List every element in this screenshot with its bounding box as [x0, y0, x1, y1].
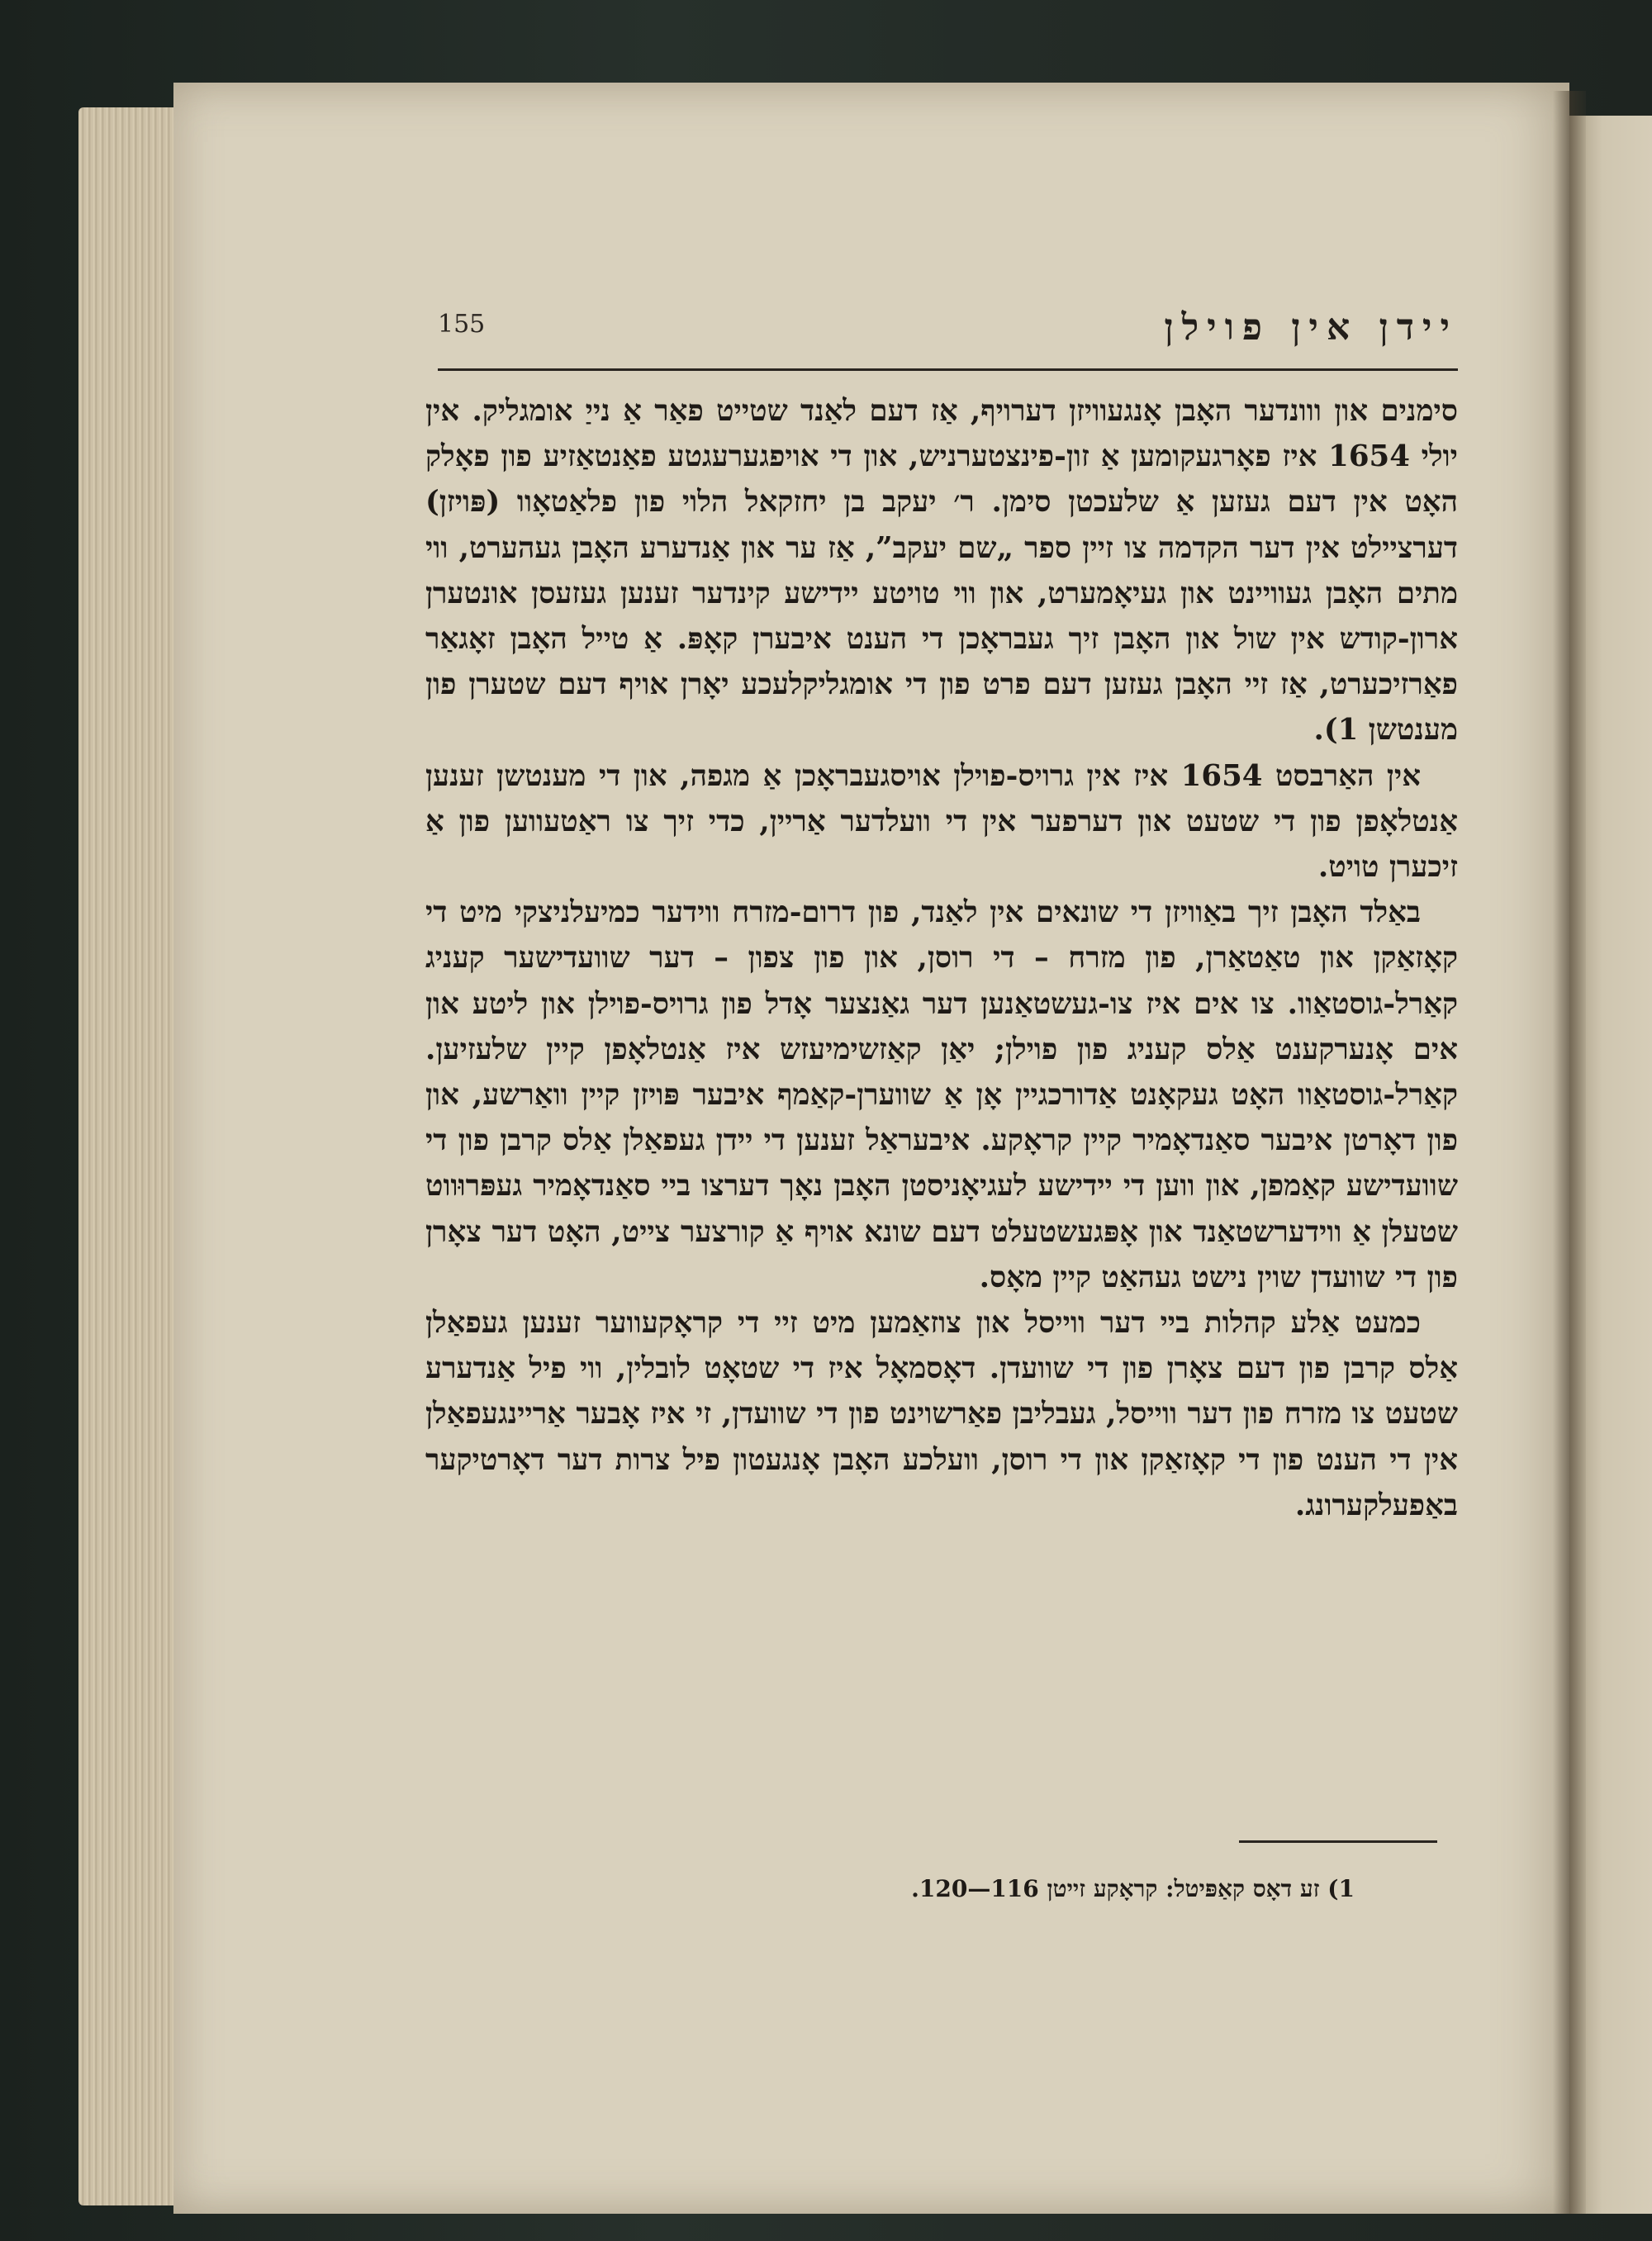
paragraph-1: סימנים און ווונדער האָבן אָנגעוויזן דערויף, אַז דעם לאַנד שטייט פאַר אַ נייַ אומגליק. אין יולי 1654 איז פאָרגעקומען אַ זון-פינצטערניש, און די אויפגערעגטע פאַנטאַזיע פון פאָלק האָט אין דעם געזען אַ שלעכטן סימן. ר׳ יעקב בן יחזקאל הלוי פון פלאַטאָוו (פּויזן) דערציילט אין דער הקדמה צו זיין ספר „שם יעקב”, אַז ער און אַנדערע האָבן געהערט, ווי מתים האָבן געוויינט און געיאָמערט, און ווי טויטע יידישע קינדער זענען געזעסן אונטערן ארון-קודש אין שול און האָבן זיך געבראָכן די הענט איבערן קאָפּ. אַ טייל האָבן זאָגאַר פאַרזיכערט, אַז זיי האָבן געזען דעם פרט פון די אומגליקלעכע יאָרן אויף דעם שטערן פון מענטשן 1). [425, 394, 1458, 748]
page-number: 155 [438, 310, 486, 339]
header-rule [438, 368, 1458, 371]
footnote-rule [1239, 1840, 1437, 1843]
body-text [425, 388, 1458, 1875]
paragraph-2: אין האַרבסט 1654 איז אין גרויס-פוילן אויסגעבראָכן אַ מגפה, און די מענטשן זענען אַנטלאָפן פון די שטעט און דערפער אין די וועלדער אַריין, כדי זיך צו ראַטעווען פון אַ זיכערן טויט. [425, 758, 1458, 885]
page-header [438, 301, 1458, 376]
footnote: 1) זע דאָס קאַפּיטל: קראָקע זייטן 116—120. [911, 1875, 1355, 1902]
running-title: יידן אין פוילן [1164, 306, 1458, 349]
paragraph-3: באַלד האָבן זיך באַוויזן די שונאים אין לאַנד, פון דרום-מזרח ווידער כמיעלניצקי מיט די קאָזאַקן און טאַטאַרן, פון מזרח – די רוסן, און פון צפון – דער שוועדישער קעניג קאַרל-גוסטאַוו. צו אים איז צו-געשטאַנען דער גאַנצער אָדל פון גרויס-פוילן און ליטע און אים אָנערקענט אַלס קעניג פון פוילן; יאַן קאַזשימיעזש איז אַנטלאָפן קיין שלעזיען. קאַרל-גוסטאַוו האָט געקאָנט אַדורכגיין אָן אַ שווערן-קאַמף איבער פּויזן קיין וואַרשע, און פון דאָרטן איבער סאַנדאָמיר קיין קראָקע. איבעראַל זענען די יידן געפאַלן אַלס קרבן פון די שוועדישע קאַמפן, און ווען די יידישע לעגיאָניסטן האָבן נאָך דערצו ביי סאַנדאָמיר געפּרוּווט שטעלן אַ ווידערשטאַנד און אָפּגעשטעלט דעם שונא אויף אַ קורצער צייט, האָט דער צאָרן פון די שוועדן שוין נישט געהאַט קיין מאָס. [425, 895, 1458, 1294]
paragraph-4: כמעט אַלע קהלות ביי דער ווייסל און צוזאַמען מיט זיי די קראָקעווער זענען געפאַלן אַלס קרבן פון דעם צאָרן פון די שוועדן. דאָסמאָל איז די שטאָט לובלין, ווי פיל אַנדערע שטעט צו מזרח פון דער ווייסל, געבליבן פאַרשוינט פון די שוועדן, זי איז אָבער אַריינגעפאַלן אין די הענט פון די קאָזאַקן און די רוסן, וועלכע האָבן אָנגעטון פיל צרות דער דאָרטיקער באַפעלקערונג. [425, 1306, 1458, 1522]
page-gutter [1553, 91, 1586, 2214]
